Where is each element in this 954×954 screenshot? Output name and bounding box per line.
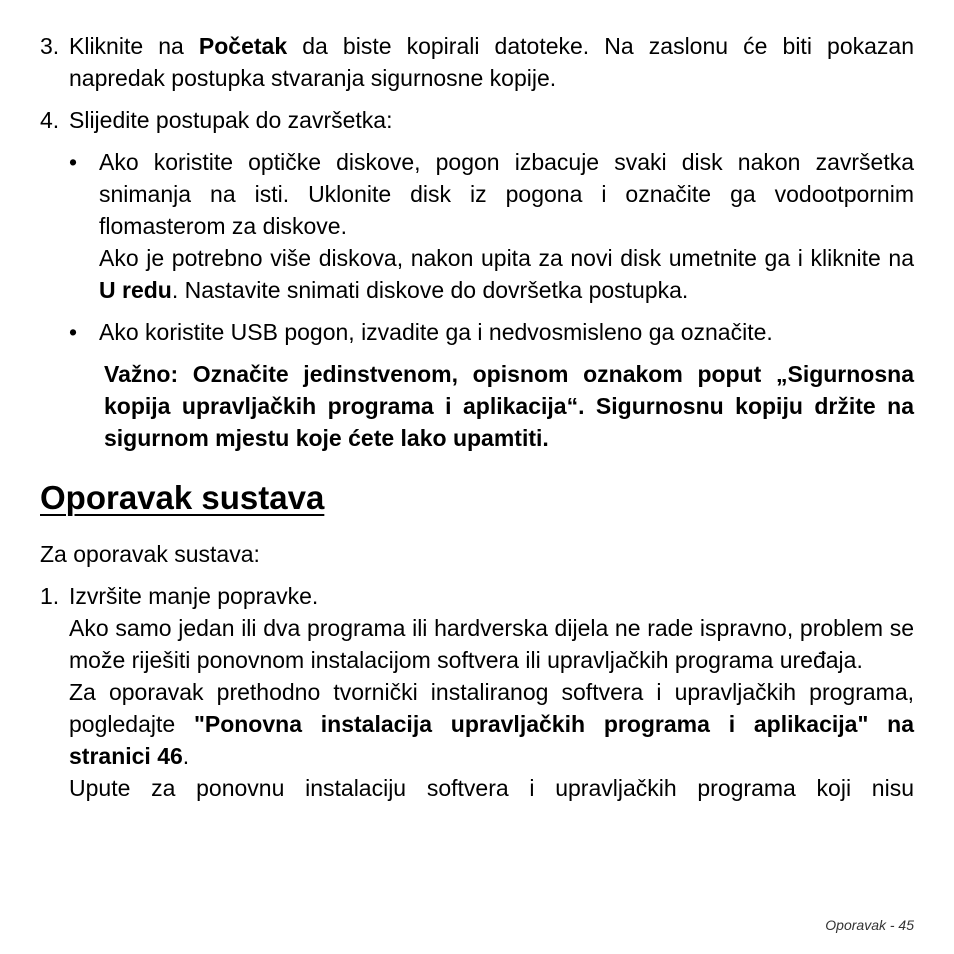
important-note [40, 358, 914, 454]
bullet-usb-drive [40, 316, 914, 348]
bullet-optical-discs [40, 146, 914, 306]
bullet-icon: • [69, 319, 78, 345]
step-text: Kliknite na Početak da biste kopirali datoteke. Na zaslonu će biti pokazan napredak postupka stvaranja sigurnosne kopije. [69, 33, 914, 91]
step-paragraph: Ako samo jedan ili dva programa ili hardverska dijela ne rade ispravno, problem se može riješiti ponovnom instalacijom softvera ili upravljačkih programa uređaja. [69, 615, 914, 673]
step-paragraph: Za oporavak prethodno tvornički instaliranog softvera i upravljačkih programa, pogledajte "Ponovna instalacija upravljačkih programa i aplikacija" na stranici 46. [69, 679, 914, 769]
step-number: 1. [40, 583, 60, 609]
cross-reference-link[interactable]: "Ponovna instalacija upravljačkih programa i aplikacija" na stranici 46 [69, 711, 914, 769]
step-4 [40, 104, 914, 136]
ok-button-reference: U redu [99, 277, 172, 303]
section-heading: Oporavak sustava [40, 479, 325, 516]
step-number: 3. [40, 33, 60, 59]
step-1 [40, 580, 914, 804]
step-paragraph: Upute za ponovnu instalaciju softvera i upravljačkih programa koji nisu [69, 775, 914, 801]
step-title: Izvršite manje popravke. [69, 583, 319, 609]
step-text: Slijedite postupak do završetka: [69, 107, 393, 133]
bullet-paragraph: Ako koristite USB pogon, izvadite ga i nedvosmisleno ga označite. [99, 319, 773, 345]
note-text: Važno: Označite jedinstvenom, opisnom oznakom poput „Sigurnosna kopija upravljačkih programa i aplikacija“. Sigurnosnu kopiju držite na sigurnom mjestu koje ćete lako upamtiti. [104, 361, 914, 451]
step-number: 4. [40, 107, 60, 133]
bullet-icon: • [69, 149, 78, 175]
start-button-reference: Početak [198, 33, 288, 59]
page-footer: Oporavak - 45 [825, 917, 914, 933]
document-page [40, 30, 914, 804]
bullet-paragraph: Ako koristite optičke diskove, pogon izbacuje svaki disk nakon završetka snimanja na isti. Uklonite disk iz pogona i označite ga vodootpornim flomasterom za diskove. [99, 149, 914, 239]
bullet-paragraph: Ako je potrebno više diskova, nakon upita za novi disk umetnite ga i kliknite na U redu. Nastavite snimati diskove do dovršetka postupka. [99, 245, 914, 303]
step-3 [40, 30, 914, 94]
section-intro: Za oporavak sustava: [40, 541, 260, 567]
